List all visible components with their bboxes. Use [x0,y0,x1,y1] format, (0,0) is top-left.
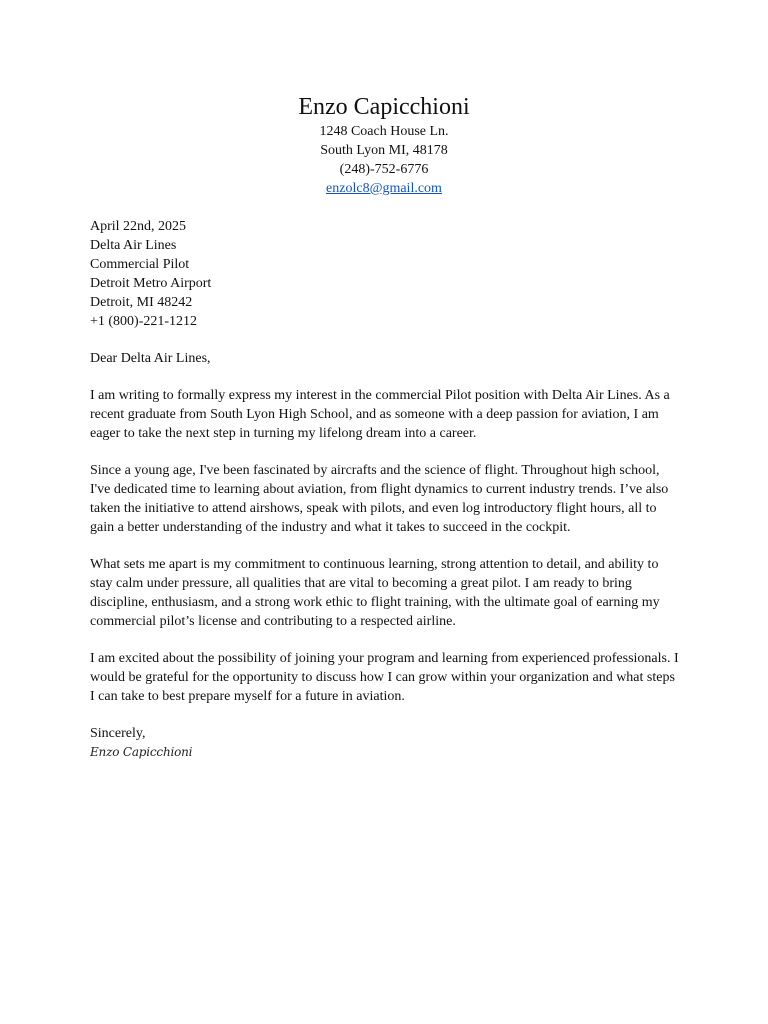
sender-street: 1248 Coach House Ln. [319,124,449,139]
paragraph: Since a young age, I've been fascinated by aircrafts and the science of flight. Throughout high school, I've dedicated time to learning about aviation, from flight dynamics to current industry trends. I’ve also taken the initiative to attend airshows, speak with pilots, and even log introductory flight hours, all to gain a better understanding of the industry and what it takes to succeed in the cockpit. [90,463,669,535]
recipient-company: Delta Air Lines [90,238,177,253]
letter-date: April 22nd, 2025 [90,219,187,234]
sender-phone: (248)-752-6776 [339,162,429,177]
paragraph: I am writing to formally express my interest in the commercial Pilot position with Delta Air Lines. As a recent graduate from South Lyon High School, and as someone with a deep passion for aviation, I am eager to take the next step in turning my lifelong dream into a career. [90,388,670,441]
recipient-city: Detroit, MI 48242 [90,295,193,310]
salutation: Dear Delta Air Lines, [90,351,211,366]
letter-header [0,92,768,198]
recipient-position: Commercial Pilot [90,257,190,272]
recipient-location: Detroit Metro Airport [90,276,212,291]
letter-body [90,217,682,761]
closing-text: Sincerely, [90,726,146,741]
signature: Enzo Capicchioni [90,745,193,759]
recipient-phone: +1 (800)-221-1212 [90,314,198,329]
paragraph: I am excited about the possibility of joining your program and learning from experienced professionals. I would be grateful for the opportunity to discuss how I can grow within your organization and what steps I can take to best prepare myself for a future in aviation. [90,651,679,704]
sender-name: Enzo Capicchioni [298,94,470,120]
recipient-block [90,217,682,331]
sender-email-link[interactable]: enzolc8@gmail.com [326,181,442,196]
closing-block [90,724,682,761]
paragraph: What sets me apart is my commitment to continuous learning, strong attention to detail, and ability to stay calm under pressure, all qualities that are vital to becoming a great pilot. I am ready to bring discipline, enthusiasm, and a strong work ethic to flight training, with the ultimate goal of earning my commercial pilot’s license and contributing to a respected airline. [90,557,660,629]
sender-city: South Lyon MI, 48178 [320,143,448,158]
